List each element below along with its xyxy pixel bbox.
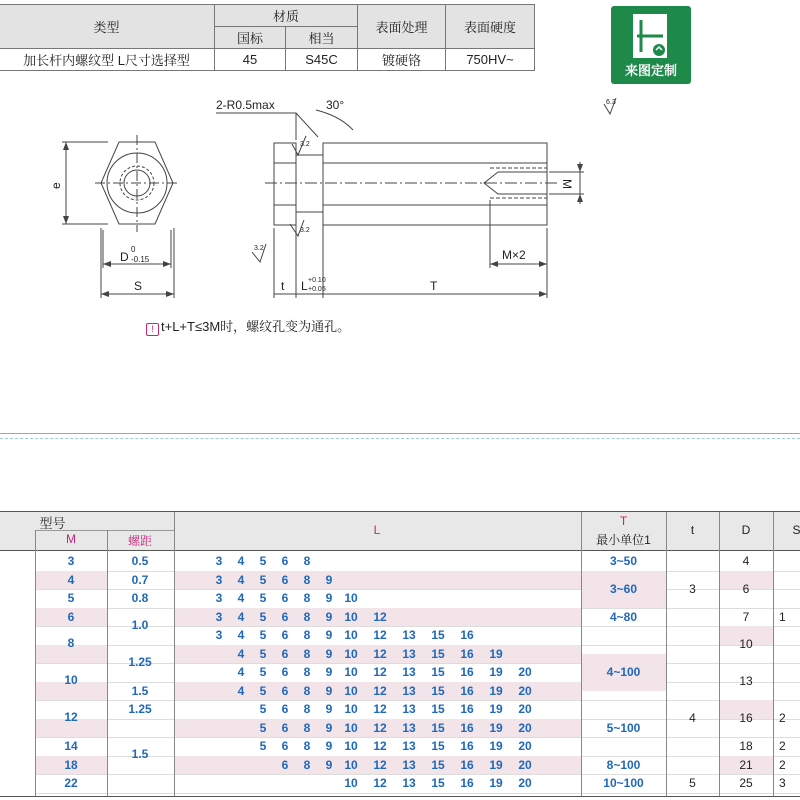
cell-L-value: 9 <box>325 646 333 661</box>
row-separator <box>35 700 800 701</box>
header-t: t <box>690 523 695 537</box>
cell-L-value: 13 <box>402 739 416 753</box>
cell-m: 12 <box>64 710 78 724</box>
cell-L-value: 15 <box>431 776 445 790</box>
cell-L-value: 5 <box>259 609 267 624</box>
cell-L-value: 3 <box>215 609 223 624</box>
cell-L-value: 10 <box>344 591 358 605</box>
cell-t: 3 <box>689 581 696 596</box>
cell-L-value: 6 <box>281 683 289 698</box>
angle-label: 30° <box>326 98 345 112</box>
cell-m: 4 <box>67 572 75 587</box>
cell-L-value: 9 <box>325 720 333 735</box>
cell-m: 14 <box>64 739 78 753</box>
cell-pitch: 1.25 <box>128 702 152 716</box>
cell-pitch: 0.8 <box>131 591 149 605</box>
cell-L-value: 6 <box>281 554 289 568</box>
cell-L-value: 13 <box>402 757 416 772</box>
cell-t: 4 <box>689 711 696 726</box>
cell-L-value: 3 <box>215 591 223 605</box>
column-separator <box>666 512 667 796</box>
spec-std-value: 45 <box>215 49 286 71</box>
cell-L-value: 8 <box>303 720 311 735</box>
l-dim-label: L <box>301 279 308 293</box>
column-separator <box>719 512 720 796</box>
cell-L-value: 12 <box>373 702 387 716</box>
cell-L-value: 12 <box>373 628 387 642</box>
cell-L-value: 16 <box>460 776 474 790</box>
cell-pitch: 0.7 <box>131 572 149 587</box>
cell-S: 1 <box>779 609 786 624</box>
cell-L-value: 15 <box>431 720 445 735</box>
cell-L-value: 5 <box>259 665 267 679</box>
cell-m: 22 <box>64 776 78 790</box>
header-T: T <box>619 514 628 528</box>
spec-header-type: 类型 <box>0 5 215 49</box>
cell-L-value: 16 <box>460 739 474 753</box>
cell-L-value: 16 <box>460 628 474 642</box>
cell-L-value: 12 <box>373 683 387 698</box>
cell-L-value: 15 <box>431 665 445 679</box>
cell-pitch: 1.0 <box>131 617 149 632</box>
d-tol-up: 0 <box>131 245 136 254</box>
cell-L-value: 13 <box>402 702 416 716</box>
cell-L-value: 9 <box>325 591 333 605</box>
cell-L-value: 5 <box>259 720 267 735</box>
cell-L-value: 5 <box>259 591 267 605</box>
cell-L-value: 13 <box>402 665 416 679</box>
cell-L-value: 3 <box>215 554 223 568</box>
cell-L-value: 6 <box>281 739 289 753</box>
cell-L-value: 6 <box>281 702 289 716</box>
cell-S: 2 <box>779 739 786 753</box>
cell-D: 18 <box>739 739 753 753</box>
cell-L-value: 5 <box>259 628 267 642</box>
cell-T: 10~100 <box>603 776 644 790</box>
cell-L-value: 10 <box>344 628 358 642</box>
cell-L-value: 10 <box>344 683 358 698</box>
cell-L-value: 9 <box>325 628 333 642</box>
cell-L-value: 10 <box>344 609 358 624</box>
cell-L-value: 16 <box>460 665 474 679</box>
cell-L-value: 5 <box>259 572 267 587</box>
cell-L-value: 5 <box>259 554 267 568</box>
cell-L-value: 4 <box>237 646 245 661</box>
t-dim-label: t <box>281 279 285 293</box>
cell-L-value: 8 <box>303 757 311 772</box>
cell-L-value: 20 <box>518 683 532 698</box>
cell-L-value: 9 <box>325 572 333 587</box>
cell-D: 25 <box>739 776 753 790</box>
cell-L-value: 4 <box>237 554 245 568</box>
row-separator <box>35 737 800 738</box>
cell-L-value: 8 <box>303 591 311 605</box>
cell-L-value: 10 <box>344 720 358 735</box>
cell-L-value: 16 <box>460 757 474 772</box>
cell-S: 3 <box>779 776 786 790</box>
cell-L-value: 20 <box>518 720 532 735</box>
thread-note-text: t+L+T≤3M时，螺纹孔变为通孔。 <box>161 319 351 334</box>
cell-L-value: 6 <box>281 665 289 679</box>
cell-T: 4~100 <box>606 665 641 679</box>
cell-L-value: 20 <box>518 776 532 790</box>
cell-L-value: 6 <box>281 609 289 624</box>
cell-L-value: 4 <box>237 628 245 642</box>
cell-pitch: 1.5 <box>131 683 149 698</box>
cell-T: 8~100 <box>606 757 641 772</box>
cell-pitch: 1.5 <box>131 747 149 761</box>
e-label: e <box>49 182 63 189</box>
cell-L-value: 5 <box>259 683 267 698</box>
cell-T: 3~60 <box>609 581 638 596</box>
rough-label-top: 6.3 <box>606 99 616 106</box>
cell-L-value: 5 <box>259 702 267 716</box>
spec-header-std: 国标 <box>215 27 286 49</box>
cell-L-value: 8 <box>303 665 311 679</box>
column-separator <box>773 512 774 796</box>
spec-type-value: 加长杆内螺纹型 <box>23 53 115 68</box>
cell-L-value: 19 <box>489 757 503 772</box>
cell-L-value: 15 <box>431 683 445 698</box>
header-pitch: 螺距 <box>127 534 152 548</box>
spec-header-surface: 表面处理 <box>358 5 446 49</box>
cell-L-value: 8 <box>303 739 311 753</box>
cell-S: 2 <box>779 711 786 726</box>
cell-L-value: 6 <box>281 591 289 605</box>
cell-m: 6 <box>67 609 75 624</box>
column-separator <box>174 512 175 796</box>
section-divider <box>0 433 800 434</box>
cell-T: 5~100 <box>606 720 641 735</box>
header-S: S <box>792 523 800 537</box>
cell-L-value: 6 <box>281 628 289 642</box>
cell-L-value: 13 <box>402 628 416 642</box>
row-separator <box>35 793 800 794</box>
cell-L-value: 8 <box>303 628 311 642</box>
cell-L-value: 15 <box>431 739 445 753</box>
l-tol-dn: +0.05 <box>308 286 326 293</box>
cell-L-value: 4 <box>237 609 245 624</box>
cell-L-value: 13 <box>402 776 416 790</box>
cell-L-value: 12 <box>373 776 387 790</box>
cell-L-value: 6 <box>281 757 289 772</box>
cell-L-value: 8 <box>303 572 311 587</box>
spec-hardness-value: 750HV~ <box>446 49 535 71</box>
cell-L-value: 10 <box>344 776 358 790</box>
cell-T: 3~50 <box>609 554 638 568</box>
cell-m: 10 <box>64 673 78 687</box>
cell-L-value: 16 <box>460 683 474 698</box>
cell-L-value: 12 <box>373 720 387 735</box>
m-label: M <box>560 179 574 189</box>
cell-L-value: 9 <box>325 702 333 716</box>
cell-m: 18 <box>64 757 78 772</box>
cell-L-value: 20 <box>518 702 532 716</box>
cell-L-value: 10 <box>344 702 358 716</box>
header-D: D <box>741 523 751 537</box>
cell-D: 16 <box>739 711 753 726</box>
m2-label: M×2 <box>502 248 526 262</box>
cell-L-value: 10 <box>344 665 358 679</box>
cell-L-value: 15 <box>431 646 445 661</box>
cell-L-value: 16 <box>460 646 474 661</box>
cell-L-value: 6 <box>281 720 289 735</box>
hex-head-outline <box>274 143 296 225</box>
cell-L-value: 4 <box>237 665 245 679</box>
cell-L-value: 19 <box>489 776 503 790</box>
cell-D: 6 <box>742 581 750 596</box>
cell-L-value: 12 <box>373 757 387 772</box>
cell-L-value: 12 <box>373 609 387 624</box>
size-table <box>0 511 800 797</box>
cell-L-value: 8 <box>303 609 311 624</box>
rough-label-b: 3.2 <box>254 245 264 252</box>
cell-D: 10 <box>739 637 753 652</box>
cell-L-value: 12 <box>373 665 387 679</box>
cell-S: 2 <box>779 757 786 772</box>
cell-L-value: 5 <box>259 739 267 753</box>
drawing-paper-icon <box>633 14 667 58</box>
row-separator <box>35 774 800 775</box>
rough-label-c: 3.2 <box>300 227 310 234</box>
spec-table <box>0 4 535 71</box>
d-label: D <box>120 250 129 264</box>
cell-L-value: 9 <box>325 683 333 698</box>
custom-order-badge[interactable] <box>611 6 691 84</box>
cell-L-value: 5 <box>259 646 267 661</box>
cell-L-value: 20 <box>518 757 532 772</box>
custom-order-label: 来图定制 <box>624 63 677 78</box>
spec-type-cell <box>0 49 215 71</box>
header-T-unit: 最小单位1 <box>596 533 651 547</box>
warning-icon: ! <box>146 323 159 336</box>
cell-L-value: 10 <box>344 739 358 753</box>
header-model: 型号 <box>39 516 66 531</box>
cell-L-value: 13 <box>402 646 416 661</box>
cell-L-value: 3 <box>215 628 223 642</box>
cell-D: 13 <box>739 674 753 689</box>
cell-L-value: 9 <box>325 665 333 679</box>
thread-note <box>146 316 350 336</box>
section-divider-dashed <box>0 438 800 439</box>
cell-L-value: 12 <box>373 646 387 661</box>
cell-L-value: 15 <box>431 702 445 716</box>
cell-L-value: 8 <box>303 702 311 716</box>
cell-L-value: 6 <box>281 572 289 587</box>
d-tol-dn: -0.15 <box>131 255 150 264</box>
cell-L-value: 4 <box>237 591 245 605</box>
technical-drawing <box>0 85 800 310</box>
cell-L-value: 6 <box>281 646 289 661</box>
spec-equiv-value: S45C <box>286 49 358 71</box>
cell-D: 4 <box>742 554 750 568</box>
chamfer-label: 2-R0.5max <box>216 98 275 112</box>
cell-L-value: 9 <box>325 757 333 772</box>
spec-header-material: 材质 <box>215 5 358 27</box>
cell-t: 5 <box>689 776 696 790</box>
l-tol-up: +0.10 <box>308 277 326 284</box>
column-separator <box>581 512 582 796</box>
header-L: L <box>373 523 381 537</box>
cell-L-value: 9 <box>325 739 333 753</box>
cell-L-value: 19 <box>489 702 503 716</box>
cell-L-value: 19 <box>489 720 503 735</box>
cell-pitch: 1.25 <box>128 654 152 669</box>
cell-L-value: 8 <box>303 683 311 698</box>
cell-L-value: 10 <box>344 757 358 772</box>
cell-m: 3 <box>67 554 75 568</box>
spec-header-equiv: 相当 <box>286 27 358 49</box>
spec-type-option: L尺寸选择型 <box>117 53 190 68</box>
cell-L-value: 15 <box>431 628 445 642</box>
cell-T: 4~80 <box>609 609 638 624</box>
column-separator <box>35 530 36 796</box>
cell-L-value: 9 <box>325 609 333 624</box>
cell-L-value: 19 <box>489 683 503 698</box>
cell-L-value: 10 <box>344 646 358 661</box>
cell-L-value: 19 <box>489 739 503 753</box>
cell-D: 21 <box>739 757 753 772</box>
cell-L-value: 4 <box>237 683 245 698</box>
cell-L-value: 8 <box>303 554 311 568</box>
cell-L-value: 13 <box>402 683 416 698</box>
body-outline <box>323 143 547 225</box>
cell-L-value: 15 <box>431 757 445 772</box>
cell-L-value: 19 <box>489 646 503 661</box>
cell-L-value: 3 <box>215 572 223 587</box>
column-separator <box>107 530 108 796</box>
cell-L-value: 16 <box>460 702 474 716</box>
cell-L-value: 16 <box>460 720 474 735</box>
cell-L-value: 19 <box>489 665 503 679</box>
cell-m: 5 <box>67 591 75 605</box>
cell-L-value: 4 <box>237 572 245 587</box>
spec-header-hardness: 表面硬度 <box>446 5 535 49</box>
header-m: M <box>66 532 76 546</box>
T-dim-label: T <box>430 279 438 293</box>
cell-D: 7 <box>742 609 750 624</box>
cell-L-value: 13 <box>402 720 416 735</box>
cell-L-value: 20 <box>518 739 532 753</box>
cell-pitch: 0.5 <box>131 554 149 568</box>
spec-surface-value: 镀硬铬 <box>358 49 446 71</box>
cell-L-value: 12 <box>373 739 387 753</box>
cell-m: 8 <box>67 636 75 650</box>
cell-L-value: 8 <box>303 646 311 661</box>
rough-label-a: 3.2 <box>300 141 310 148</box>
cell-L-value: 20 <box>518 665 532 679</box>
s-label: S <box>134 279 143 293</box>
